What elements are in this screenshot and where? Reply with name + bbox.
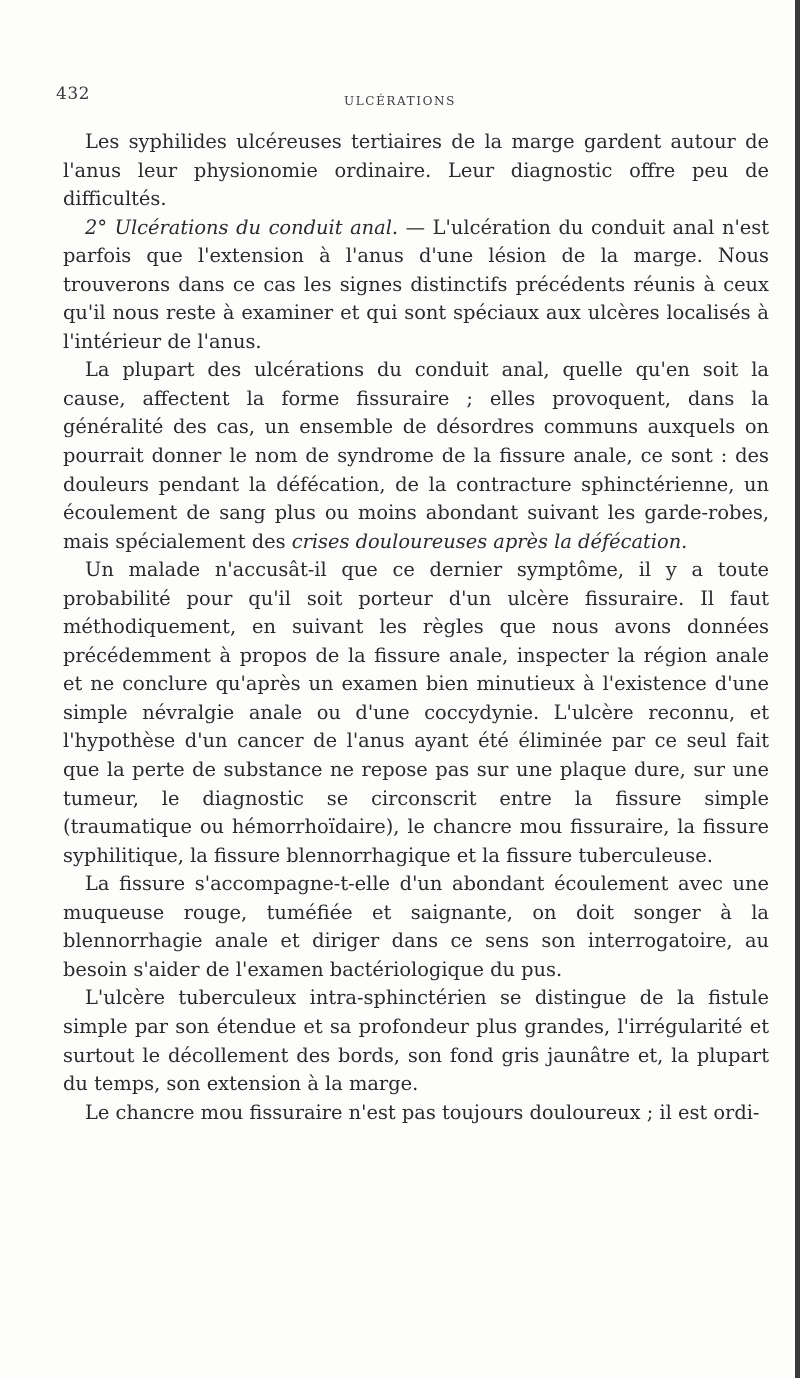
body-text xyxy=(63,128,769,1127)
paragraph-2 xyxy=(63,214,769,357)
paragraph-6: L'ulcère tuberculeux intra-sphinctérien se distingue de la fistule simple par son étendue et sa profondeur plus grandes, l'irrégularité et surtout le décollement des bords, son fond gris jaunâtre et, la plupart du temps, son extension à la marge. xyxy=(63,986,769,1096)
paragraph-5: La fissure s'accompagne-t-elle d'un abondant écoulement avec une muqueuse rouge, tuméfiée et saignante, on doit songer à la blennorrhagie anale et diriger dans ce sens son interrogatoire, au besoin s'aider de l'examen bactériologique du pus. xyxy=(63,872,769,981)
paragraph-1: Les syphilides ulcéreuses tertiaires de la marge gardent autour de l'anus leur physionomie ordinaire. Leur diagnostic offre peu de difficultés. xyxy=(63,130,769,211)
paragraph-3 xyxy=(63,356,769,556)
paragraph-4: Un malade n'accusât-il que ce dernier symptôme, il y a toute probabilité pour qu'il soit porteur d'un ulcère fissuraire. Il faut méthodiquement, en suivant les règles que nous avons données précédemment à propos de la fissure anale, inspecter la région anale et ne conclure qu'après un examen bien minutieux à l'existence d'une simple névralgie anale ou d'une coccydynie. L'ulcère reconnu, et l'hypothèse d'un cancer de l'anus ayant été éliminée par ce seul fait que la perte de substance ne repose pas sur une plaque dure, sur une tumeur, le diagnostic se circonscrit entre la fissure simple (traumatique ou hémorrhoïdaire), le chancre mou fissuraire, la fissure syphilitique, la fissure blennorrhagique et la fissure tuberculeuse. xyxy=(63,558,769,867)
running-title: ULCÉRATIONS xyxy=(344,94,456,108)
paragraph-3-text: La plupart des ulcérations du conduit anal, quelle qu'en soit la cause, affectent la forme fissuraire ; elles provoquent, dans la généralité des cas, un ensemble de désordres communs auxquels on pourrait donner le nom de syndrome de la fissure anale, ce sont : des douleurs pendant la défécation, de la contracture sphinctérienne, un écoulement de sang plus ou moins abondant suivant les garde-robes, mais spécialement des xyxy=(63,358,769,553)
section-heading: 2° Ulcérations du conduit anal. xyxy=(85,215,399,239)
page-edge-shadow xyxy=(795,0,800,1378)
page-number: 432 xyxy=(56,84,90,104)
paragraph-7: Le chancre mou fissuraire n'est pas toujours douloureux ; il est ordi- xyxy=(85,1100,760,1124)
paragraph-3-emphasis: crises douloureuses après la défécation. xyxy=(291,529,688,553)
paragraph-2-text: — L'ulcération du conduit anal n'est parfois que l'extension à l'anus d'une lésion de la marge. Nous trouverons dans ce cas les signes distinctifs précédents réunis à ceux qu'il nous reste à examiner et qui sont spéciaux aux ulcères localisés à l'intérieur de l'anus. xyxy=(63,215,769,353)
